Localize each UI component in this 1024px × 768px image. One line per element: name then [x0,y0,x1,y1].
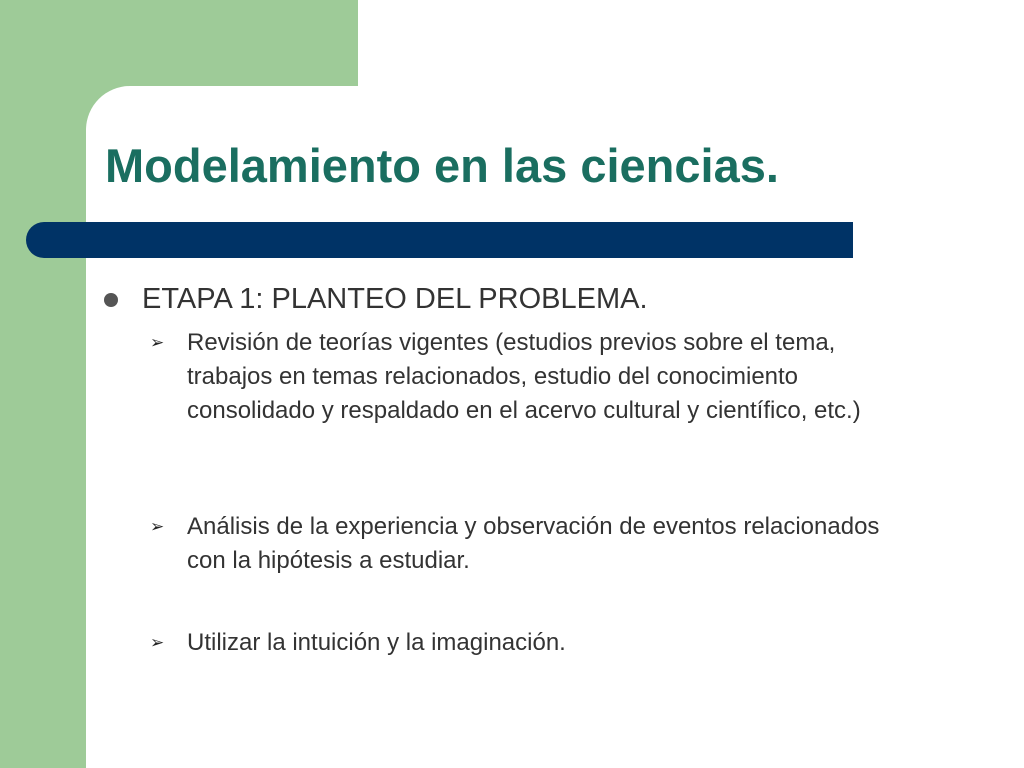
sub-bullet [150,510,887,578]
sub-bullet-text: Revisión de teorías vigentes (estudios previos sobre el tema, trabajos en temas relacionados, estudio del conocimiento consolidado y respaldado en el acervo cultural y científico, etc.) [187,329,861,424]
title-underline-bar [26,222,853,258]
main-bullet [104,283,648,316]
sub-bullet [150,626,887,660]
sub-bullet [150,326,887,428]
slide-title: Modelamiento en las ciencias. [105,139,779,192]
chevron-right-icon: ➢ [150,333,165,352]
chevron-right-icon: ➢ [150,633,165,652]
sub-bullet-text: Utilizar la intuición y la imaginación. [187,629,566,656]
sub-bullet-text: Análisis de la experiencia y observación de eventos relacionados con la hipótesis a estudiar. [187,513,880,574]
chevron-right-icon: ➢ [150,517,165,536]
main-bullet-text: ETAPA 1: PLANTEO DEL PROBLEMA. [142,283,648,315]
bullet-dot-icon [104,293,118,307]
